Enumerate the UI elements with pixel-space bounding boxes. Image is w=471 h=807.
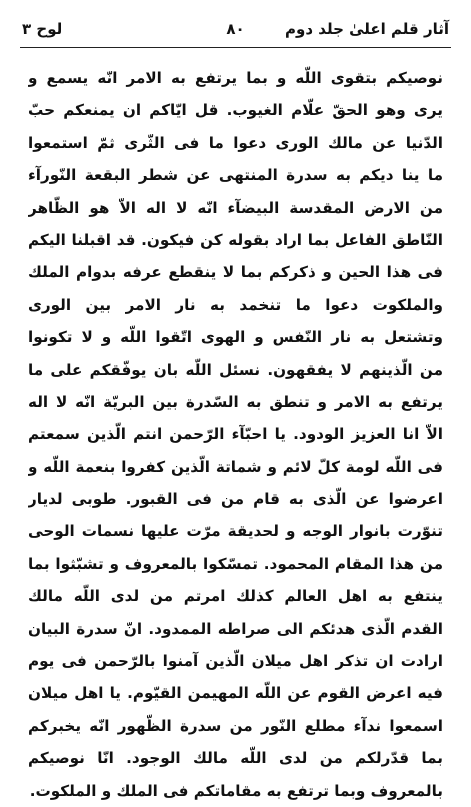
text-line: والملكوت دعوا ما تنخمد به نار الامر بين الورى xyxy=(28,295,443,314)
book-title: آثار قلم اعلیٰ جلد دوم xyxy=(285,20,449,38)
header-rule xyxy=(20,47,451,48)
text-line: فيه اعرض القوم عن اللّه المهيمن القيّوم. يا اهل ميلان xyxy=(28,684,443,703)
text-line: ينتفع به اهل العالم كذلك امرتم من لدى اللّه مالك xyxy=(28,587,443,606)
text-line: تنوّرت بانوار الوجه و لحديقة مرّت عليها نسمات الوحى xyxy=(28,522,443,541)
text-line: اسمعوا ندآء مطلع النّور من سدرة الظّهور انّه يخبركم xyxy=(28,716,443,735)
text-line: بالمعروف وبما ترتفع به مقاماتكم فى الملك و الملكوت. xyxy=(29,781,443,800)
tablet-label: لوح ۳ xyxy=(22,20,63,38)
text-line: نوصيكم بتقوى اللّه و بما يرتفع به الامر انّه يسمع و xyxy=(28,69,443,87)
text-line: القدم الّذى هدئكم الى صراطه الممدود. انّ سدرة البيان xyxy=(28,619,443,638)
text-line: فى هذا الحين و ذكركم بما لا ينقطع عرفه بدوام الملك xyxy=(28,263,443,282)
text-line: وتشتعل به نار النّفس و الهوى اتّقوا اللّه و لا تكونوا xyxy=(28,328,443,347)
text-line: بما قدّرلكم من لدى اللّه مالك الوجود. انّا نوصيكم xyxy=(28,749,443,768)
text-line: الدّنيا عن مالك الورى دعوا ما فى الثّرى ثمّ استمعوا xyxy=(28,133,443,152)
text-line: يرى وهو الحقّ علّام الغيوب. قل ايّاكم ان يمنعكم حبّ xyxy=(28,101,443,120)
text-line: من الّذينهم لا يفقهون. نسئل اللّه بان يوفّقكم على ما xyxy=(28,360,443,379)
page-header xyxy=(22,20,449,48)
text-line: فى اللّه لومة كلّ لائم و شماتة الّذين كفروا بنعمة اللّه و xyxy=(28,457,443,476)
page-number: ۸۰ xyxy=(226,20,245,38)
text-line: الاّ انا العزيز الودود. يا احبّآء الرّحمن انتم الّذين سمعتم xyxy=(28,425,443,444)
text-line: من الارض المقدسة البيضآء انّه لا اله الاّ هو الظّاهر xyxy=(28,198,443,217)
text-line: ما ينا ديكم به سدرة المنتهى عن شطر البقعة النّورآء xyxy=(28,166,443,185)
text-line: من هذا المقام المحمود. تمسّكوا بالمعروف و تشبّثوا بما xyxy=(28,554,443,573)
body-text xyxy=(28,62,443,807)
text-line: ارادت ان تذكر اهل ميلان الّذين آمنوا بالرّحمن فى يوم xyxy=(28,652,443,671)
text-line: اعرضوا عن الّذى به قام من فى القبور. طوبى لديار xyxy=(28,490,443,509)
text-line: يرتفع به الامر و تنطق به السّدرة بين البريّة انّه لا اله xyxy=(28,392,443,411)
text-line: النّاطق الفاعل بما اراد بقوله كن فيكون. قد اقبلنا اليكم xyxy=(28,230,443,249)
